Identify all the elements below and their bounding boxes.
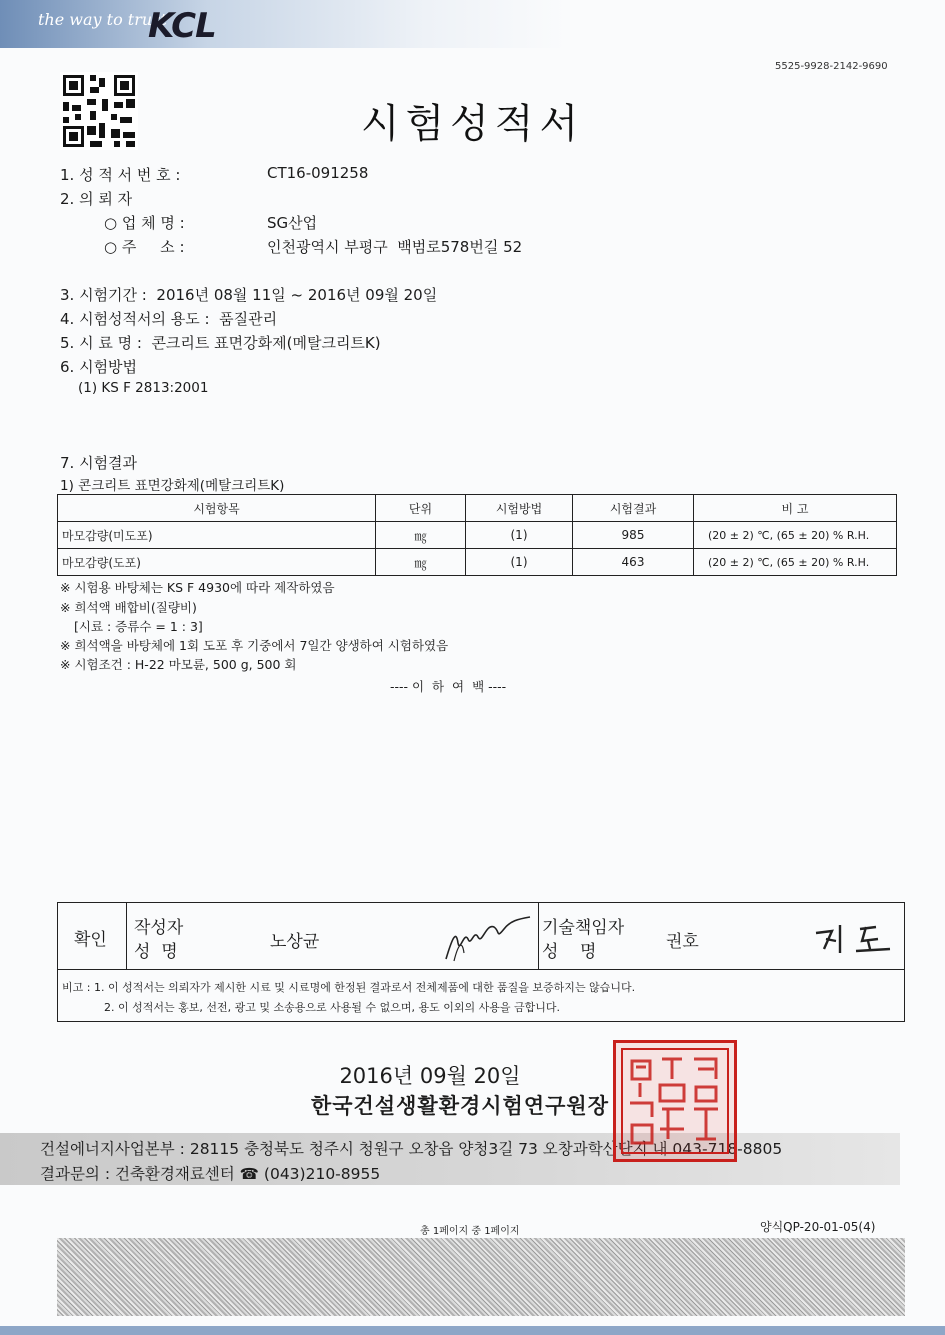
address: 인천광역시 부평구 백범로578번길 52	[267, 238, 523, 256]
report-purpose: 4. 시험성적서의 용도 : 품질관리	[60, 310, 278, 328]
test-period: 3. 시험기간 : 2016년 08월 11일 ~ 2016년 09월 20일	[60, 286, 438, 304]
report-number: CT16-091258	[267, 164, 369, 182]
tech-manager-label: 기술책임자	[542, 918, 625, 938]
table-header-row	[58, 495, 897, 522]
report-number-label: 1. 성 적 서 번 호 :	[60, 166, 181, 184]
document-title: 시험성적서	[360, 101, 585, 147]
note-item: ※ 희석액을 바탕체에 1회 도포 후 기중에서 7일간 양생하여 시험하였음	[60, 638, 449, 653]
author-name-label: 성 명	[134, 942, 178, 962]
cell-result: 463	[573, 549, 694, 576]
contact-inquiry: 결과문의 : 건축환경재료센터 ☎ (043)210-8955	[40, 1165, 381, 1183]
security-pattern-band	[57, 1238, 905, 1316]
tech-manager-name-label: 성 명	[542, 942, 597, 962]
note-item: [시료 : 증류수 = 1 : 3]	[74, 619, 203, 634]
cell-test-item: 마모감량(도포)	[58, 549, 376, 576]
table-row	[58, 522, 897, 549]
company-label: ○ 업 체 명 :	[104, 214, 185, 232]
results-subtitle: 1) 콘크리트 표면강화제(메탈크리트K)	[60, 478, 285, 494]
cell-remarks: (20 ± 2) ℃, (65 ± 20) % R.H.	[694, 549, 897, 576]
results-table	[57, 494, 897, 576]
results-label: 7. 시험결과	[60, 454, 138, 472]
test-method-label: 6. 시험방법	[60, 358, 138, 376]
form-number: 양식QP-20-01-05(4)	[760, 1220, 876, 1234]
page-count: 총 1페이지 중 1페이지	[420, 1226, 520, 1237]
official-seal-icon	[613, 1040, 737, 1162]
test-method: (1) KS F 2813:2001	[78, 380, 209, 396]
header-result: 시험결과	[573, 495, 694, 522]
header-method: 시험방법	[466, 495, 573, 522]
contact-address: 건설에너지사업본부 : 28115 충청북도 청주시 청원구 오창읍 양청3길 73 오창과학산단지 내 043-718-8805	[40, 1140, 783, 1158]
note-item: ※ 희석액 배합비(질량비)	[60, 600, 197, 615]
company-name: SG산업	[267, 214, 318, 232]
header-remarks: 비 고	[694, 495, 897, 522]
cell-unit: ㎎	[376, 549, 466, 576]
address-label: ○ 주 소 :	[104, 238, 185, 256]
author-signature-icon	[438, 909, 538, 965]
cell-result: 985	[573, 522, 694, 549]
note-item: ※ 시험조건 : H-22 마모륜, 500 g, 500 회	[60, 657, 297, 672]
confirm-label: 확인	[74, 930, 107, 950]
author-label: 작성자	[134, 918, 184, 938]
end-mark: ---- 이 하 여 백 ----	[390, 679, 507, 694]
cell-method: (1)	[466, 522, 573, 549]
note-item: ※ 시험용 바탕체는 KS F 4930에 따라 제작하였음	[60, 580, 335, 595]
table-row	[58, 549, 897, 576]
remark-1: 비고 : 1. 이 성적서는 의뢰자가 제시한 시료 및 시료명에 한정된 결과로서 전체제품에 대한 품질을 보증하지는 않습니다.	[62, 981, 636, 994]
tech-manager-name: 권호	[666, 932, 699, 952]
author-name: 노상균	[270, 932, 320, 952]
issue-date: 2016년 09월 20일	[339, 1064, 521, 1088]
signature-row	[58, 903, 904, 970]
signature-box	[57, 902, 905, 1022]
sample-name: 5. 시 료 명 : 콘크리트 표면강화제(메탈크리트K)	[60, 334, 381, 352]
client-label: 2. 의 뢰 자	[60, 190, 133, 208]
cell-test-item: 마모감량(미도포)	[58, 522, 376, 549]
header-unit: 단위	[376, 495, 466, 522]
bottom-band	[0, 1326, 945, 1335]
cell-method: (1)	[466, 549, 573, 576]
document-id: 5525-9928-2142-9690	[775, 61, 888, 72]
kcl-logo: KCL	[148, 6, 216, 46]
header-test-item: 시험항목	[58, 495, 376, 522]
cell-unit: ㎎	[376, 522, 466, 549]
institute-name: 한국건설생활환경시험연구원장	[310, 1094, 609, 1118]
tagline: the way to trust	[38, 10, 167, 29]
remark-2: 2. 이 성적서는 홍보, 선전, 광고 및 소송용으로 사용될 수 없으며, 용도 이외의 사용을 금합니다.	[104, 1001, 560, 1014]
cell-remarks: (20 ± 2) ℃, (65 ± 20) % R.H.	[694, 522, 897, 549]
tech-manager-signature-icon	[810, 915, 898, 959]
